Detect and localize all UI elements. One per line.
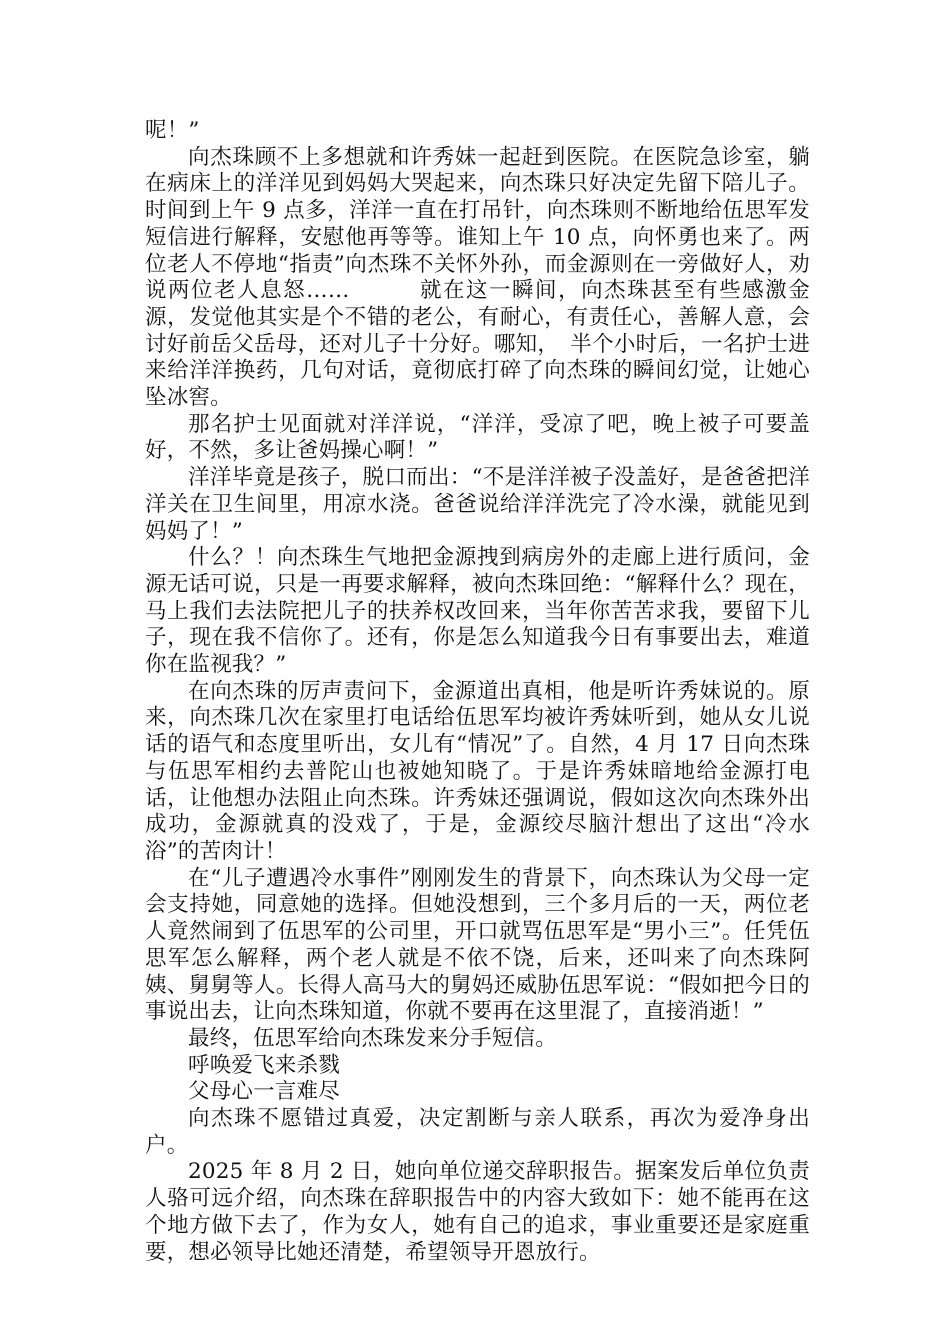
paragraph-truth-revealed: 在向杰珠的厉声责问下，金源道出真相，他是听许秀妹说的。原来，向杰珠几次在家里打电话给伍思军均被许秀妹听到，她从女儿说话的语气和态度里听出，女儿有“情况”了。自然，4 月 17 日向杰珠与伍思军相约去普陀山也被她知晓了。于是许秀妹暗地给金源打电话，让他想办法阻止向杰珠。许秀妹还强调说，假如这次向杰珠外出成功，金源就真的没戏了，于是，金源绞尽脑汁想出了这出“冷水浴”的苦肉计！: [145, 678, 810, 864]
section-heading-line-1: 呼唤爱飞来杀戮: [188, 1052, 340, 1078]
document-body: [145, 118, 810, 1266]
section-heading-line-2: 父母心一言难尽: [188, 1079, 340, 1105]
paragraph-hospital-visit: 向杰珠顾不上多想就和许秀妹一起赶到医院。在医院急诊室，躺在病床上的洋洋见到妈妈大哭起来，向杰珠只好决定先留下陪儿子。时间到上午 9 点多，洋洋一直在打吊针，向杰珠则不断地给伍思军发短信进行解释，安慰他再等等。谁知上午 10 点，向怀勇也来了。两位老人不停地“指责”向杰珠不关怀外孙，而金源则在一旁做好人，劝说两位老人息怒…… 就在这一瞬间，向杰珠甚至有些感激金源，发觉他其实是个不错的老公，有耐心，有责任心，善解人意，会讨好前岳父岳母，还对儿子十分好。哪知， 半个小时后，一名护士进来给洋洋换药，几句对话，竟彻底打碎了向杰珠的瞬间幻觉，让她心坠冰窖。: [145, 144, 810, 411]
paragraph-closing-quote: 呢！”: [145, 118, 200, 143]
paragraph-resignation: 2025 年 8 月 2 日，她向单位递交辞职报告。据案发后单位负责人骆可远介绍，向杰珠在辞职报告中的内容大致如下：她不能再在这个地方做下去了，作为女人，她有自己的追求，事业重要还是家庭重要，想必领导比她还清楚，希望领导开恩放行。: [145, 1159, 810, 1265]
paragraph-breakup-message: 最终，伍思军给向杰珠发来分手短信。: [188, 1025, 557, 1051]
paragraph-cut-ties: 向杰珠不愿错过真爱，决定割断与亲人联系，再次为爱净身出户。: [145, 1106, 810, 1158]
paragraph-confrontation: 什么？！向杰珠生气地把金源拽到病房外的走廊上进行质问，金源无话可说，只是一再要求解释，被向杰珠回绝：“解释什么？现在，马上我们去法院把儿子的扶养权改回来，当年你苦苦求我，要留下儿子，现在我不信你了。还有，你是怎么知道我今日有事要出去，难道你在监视我？”: [145, 545, 810, 678]
paragraph-nurse-remark: 那名护士见面就对洋洋说，“洋洋，受凉了吧，晚上被子可要盖好，不然，多让爸妈操心啊！”: [145, 411, 810, 464]
paragraph-parents-interfere: 在“儿子遭遇冷水事件”刚刚发生的背景下，向杰珠认为父母一定会支持她，同意她的选择。但她没想到，三个多月后的一天，两位老人竟然闹到了伍思军的公司里，开口就骂伍思军是“男小三”。任凭伍思军怎么解释，两个老人就是不依不饶，后来，还叫来了向杰珠阿姨、舅舅等人。长得人高马大的舅妈还威胁伍思军说：“假如把今日的事说出去，让向杰珠知道，你就不要再在这里混了，直接消逝！”: [145, 865, 810, 1025]
paragraph-child-reveal: 洋洋毕竟是孩子，脱口而出：“不是洋洋被子没盖好，是爸爸把洋洋关在卫生间里，用凉水浇。爸爸说给洋洋洗完了冷水澡，就能见到妈妈了！”: [145, 465, 810, 544]
